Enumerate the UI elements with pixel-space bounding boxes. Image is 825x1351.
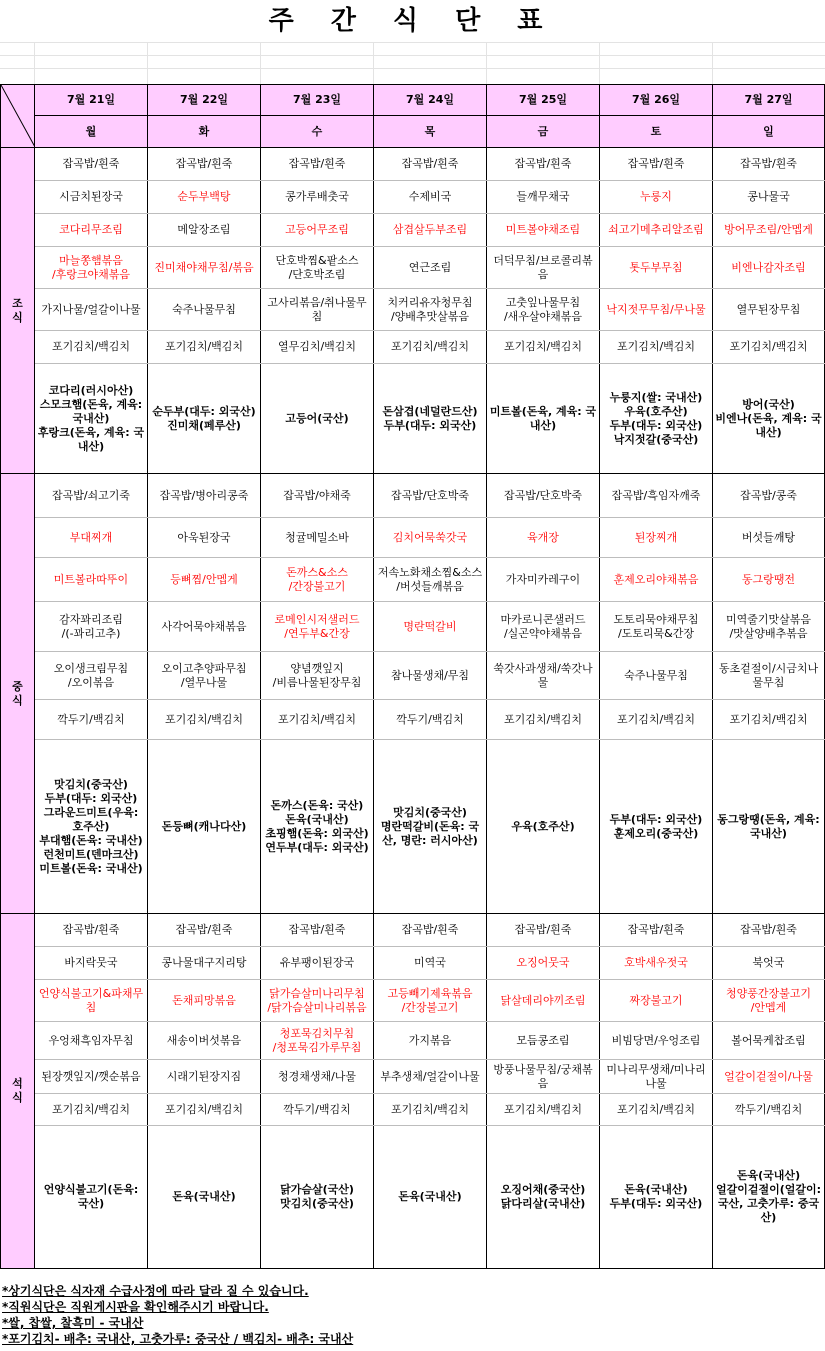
date-cell: 7월 24일 [374,85,487,116]
menu-item-cell: 진미채야채무침/볶음 [148,247,261,289]
menu-item-cell: 포기김치/백김치 [713,331,825,364]
menu-item-cell: 청귤메밀소바 [261,518,374,558]
origin-info-cell: 돈등뼈(캐나다산) [148,740,261,914]
menu-item-cell: 깍두기/백김치 [374,700,487,740]
menu-item-cell: 북엇국 [713,947,825,980]
origin-info-cell: 누룽지(쌀: 국내산) 우육(호주산) 두부(대두: 외국산) 낙지젓갈(중국산) [600,364,713,474]
menu-item-cell: 닭가슴살미나리무침 /닭가슴살미나리볶음 [261,980,374,1022]
menu-row [1,1126,825,1269]
menu-item-cell: 고등어무조림 [261,214,374,247]
weekly-menu-table [0,84,825,1269]
menu-item-cell: 마늘쫑햄볶음 /후랑크야채볶음 [35,247,148,289]
weekday-cell: 토 [600,116,713,148]
origin-info-cell: 오징어채(중국산) 닭다리살(국내산) [487,1126,600,1269]
menu-item-cell: 닭살데리야끼조림 [487,980,600,1022]
menu-row [1,474,825,518]
menu-row [1,181,825,214]
menu-item-cell: 비엔나감자조림 [713,247,825,289]
menu-item-cell: 콩가루배춧국 [261,181,374,214]
menu-item-cell: 수제비국 [374,181,487,214]
menu-item-cell: 콩나물대구지리탕 [148,947,261,980]
origin-info-cell: 두부(대두: 외국산) 훈제오리(중국산) [600,740,713,914]
origin-info-cell: 돈육(국내산) [374,1126,487,1269]
menu-item-cell: 가자미카레구이 [487,558,600,602]
menu-item-cell: 등뼈찜/안멥게 [148,558,261,602]
menu-item-cell: 청포묵김치무침 /청포묵김가루무침 [261,1022,374,1060]
menu-item-cell: 깍두기/백김치 [261,1094,374,1126]
menu-item-cell: 숙주나물무침 [600,652,713,700]
menu-item-cell: 콩나물국 [713,181,825,214]
menu-item-cell: 쇠고기메추리알조림 [600,214,713,247]
menu-item-cell: 고사리볶음/취나물무 침 [261,289,374,331]
menu-item-cell: 고춧잎나물무침 /새우살야채볶음 [487,289,600,331]
menu-item-cell: 잡곡밥/흰죽 [35,148,148,181]
origin-info-cell: 미트볼(돈육, 계육: 국 내산) [487,364,600,474]
origin-info-cell: 맛김치(중국산) 명란떡갈비(돈육: 국 산, 명란: 러시아산) [374,740,487,914]
menu-item-cell: 포기김치/백김치 [487,1094,600,1126]
menu-item-cell: 잡곡밥/흰죽 [713,914,825,947]
date-cell: 7월 22일 [148,85,261,116]
menu-item-cell: 호박새우젓국 [600,947,713,980]
menu-item-cell: 포기김치/백김치 [374,331,487,364]
origin-info-cell: 돈삼겹(네덜란드산) 두부(대두: 외국산) [374,364,487,474]
weekday-cell: 금 [487,116,600,148]
menu-item-cell: 잡곡밥/흰죽 [374,914,487,947]
menu-item-cell: 포기김치/백김치 [148,331,261,364]
menu-item-cell: 잡곡밥/야채죽 [261,474,374,518]
origin-info-cell: 돈육(국내산) [148,1126,261,1269]
menu-item-cell: 열무김치/백김치 [261,331,374,364]
origin-info-cell: 코다리(러시아산) 스모크햄(돈육, 계육: 국내산) 후랑크(돈육, 계육: 국 내산) [35,364,148,474]
menu-item-cell: 잡곡밥/흰죽 [148,914,261,947]
menu-item-cell: 육개장 [487,518,600,558]
menu-row [1,247,825,289]
menu-row [1,558,825,602]
meal-section-label: 중 식 [1,474,35,914]
menu-item-cell: 포기김치/백김치 [600,1094,713,1126]
menu-item-cell: 시래기된장지짐 [148,1060,261,1094]
menu-item-cell: 잡곡밥/흰죽 [600,914,713,947]
footnote: *직원식단은 직원게시판을 확인해주시기 바랍니다. [2,1300,269,1314]
menu-item-cell: 더덕무침/브로콜리볶 음 [487,247,600,289]
menu-item-cell: 잡곡밥/흰죽 [261,914,374,947]
diagonal-line [1,85,35,147]
menu-row [1,148,825,181]
menu-row [1,602,825,652]
menu-item-cell: 미트볼야채조림 [487,214,600,247]
date-cell: 7월 23일 [261,85,374,116]
menu-item-cell: 포기김치/백김치 [487,700,600,740]
menu-item-cell: 동그랑땡전 [713,558,825,602]
page-title: 주 간 식 단 표 [268,6,557,36]
menu-row [1,980,825,1022]
footnotes [2,1283,822,1347]
date-cell: 7월 21일 [35,85,148,116]
menu-item-cell: 미트볼라따뚜이 [35,558,148,602]
menu-item-cell: 청경채생채/나물 [261,1060,374,1094]
menu-item-cell: 낙지젓무무침/무나물 [600,289,713,331]
menu-item-cell: 포기김치/백김치 [600,331,713,364]
menu-item-cell: 로메인시저샐러드 /연두부&간장 [261,602,374,652]
menu-row [1,1060,825,1094]
origin-info-cell: 동그랑땡(돈육, 계육: 국내산) [713,740,825,914]
menu-row [1,947,825,980]
menu-item-cell: 된장찌개 [600,518,713,558]
menu-row [1,214,825,247]
menu-item-cell: 얼갈이겉절이/나물 [713,1060,825,1094]
menu-item-cell: 잡곡밥/단호박죽 [487,474,600,518]
menu-item-cell: 새송이버섯볶음 [148,1022,261,1060]
menu-item-cell: 연근조림 [374,247,487,289]
menu-item-cell: 짜장불고기 [600,980,713,1022]
origin-info-cell: 언양식불고기(돈육: 국산) [35,1126,148,1269]
menu-item-cell: 포기김치/백김치 [374,1094,487,1126]
menu-row [1,364,825,474]
menu-item-cell: 깍두기/백김치 [713,1094,825,1126]
menu-row [1,740,825,914]
meal-section-label: 석 식 [1,914,35,1269]
menu-item-cell: 잡곡밥/쇠고기죽 [35,474,148,518]
menu-item-cell: 포기김치/백김치 [487,331,600,364]
menu-item-cell: 잡곡밥/흰죽 [487,148,600,181]
menu-item-cell: 감자꽈리조림 /(-꽈리고추) [35,602,148,652]
menu-item-cell: 양념깻잎지 /비름나물된장무침 [261,652,374,700]
origin-info-cell: 돈육(국내산) 얼갈이겉절이(얼갈이: 국산, 고춧가루: 중국 산) [713,1126,825,1269]
spreadsheet-gridlines [0,42,825,84]
menu-item-cell: 잡곡밥/흰죽 [374,148,487,181]
menu-item-cell: 포기김치/백김치 [713,700,825,740]
menu-item-cell: 비빔당면/우엉조림 [600,1022,713,1060]
menu-item-cell: 포기김치/백김치 [35,331,148,364]
menu-item-cell: 훈제오리야채볶음 [600,558,713,602]
menu-item-cell: 오이생크림무침 /오이볶음 [35,652,148,700]
date-cell: 7월 26일 [600,85,713,116]
menu-row [1,518,825,558]
menu-item-cell: 모듬콩조림 [487,1022,600,1060]
menu-item-cell: 언양식불고기&파채무 침 [35,980,148,1022]
header-corner [1,85,35,148]
menu-item-cell: 청양풍간장불고기 /안멥게 [713,980,825,1022]
menu-item-cell: 코다리무조림 [35,214,148,247]
menu-item-cell: 잡곡밥/흑임자깨죽 [600,474,713,518]
menu-item-cell: 포기김치/백김치 [600,700,713,740]
menu-row [1,289,825,331]
menu-item-cell: 잡곡밥/흰죽 [713,148,825,181]
menu-item-cell: 포기김치/백김치 [148,1094,261,1126]
menu-item-cell: 오징어뭇국 [487,947,600,980]
menu-row [1,331,825,364]
menu-item-cell: 숙주나물무침 [148,289,261,331]
menu-item-cell: 명란떡갈비 [374,602,487,652]
weekday-cell: 월 [35,116,148,148]
menu-item-cell: 삼겹살두부조림 [374,214,487,247]
menu-item-cell: 잡곡밥/흰죽 [148,148,261,181]
menu-item-cell: 열무된장무침 [713,289,825,331]
origin-info-cell: 고등어(국산) [261,364,374,474]
menu-item-cell: 돈채피망볶음 [148,980,261,1022]
date-cell: 7월 25일 [487,85,600,116]
menu-item-cell: 저속노화채소찜&소스 /버섯들깨볶음 [374,558,487,602]
weekday-cell: 수 [261,116,374,148]
footnote: *상기식단은 식자재 수급사정에 따라 달라 질 수 있습니다. [2,1284,309,1298]
date-header-row [1,85,825,116]
menu-item-cell: 참나물생채/무침 [374,652,487,700]
menu-item-cell: 포기김치/백김치 [148,700,261,740]
menu-item-cell: 부대찌개 [35,518,148,558]
menu-row [1,1022,825,1060]
menu-item-cell: 된장깻잎지/깻순볶음 [35,1060,148,1094]
footnote: *포기김치- 배추: 국내산, 고춧가루: 중국산 / 백김치- 배추: 국내산 [2,1332,354,1346]
menu-item-cell: 오이고추양파무침 /열무나물 [148,652,261,700]
menu-item-cell: 잡곡밥/흰죽 [35,914,148,947]
origin-info-cell: 맛김치(중국산) 두부(대두: 외국산) 그라운드미트(우육: 호주산) 부대햄(돈육: 국내산) 런천미트(덴마크산) 미트볼(돈육: 국내산) [35,740,148,914]
menu-item-cell: 사각어묵야채볶음 [148,602,261,652]
menu-row [1,700,825,740]
menu-item-cell: 미역줄기맛살볶음 /맛살양배추볶음 [713,602,825,652]
menu-item-cell: 잡곡밥/흰죽 [261,148,374,181]
menu-item-cell: 시금치된장국 [35,181,148,214]
origin-info-cell: 방어(국산) 비엔나(돈육, 계육: 국 내산) [713,364,825,474]
menu-item-cell: 도토리묵야채무침 /도토리묵&간장 [600,602,713,652]
menu-item-cell: 동초겉절이/시금치나 물무침 [713,652,825,700]
menu-row [1,652,825,700]
menu-item-cell: 들깨무채국 [487,181,600,214]
date-cell: 7월 27일 [713,85,825,116]
menu-item-cell: 바지락뭇국 [35,947,148,980]
menu-item-cell: 포기김치/백김치 [35,1094,148,1126]
menu-item-cell: 볼어묵케찹조림 [713,1022,825,1060]
weekday-cell: 일 [713,116,825,148]
menu-item-cell: 잡곡밥/흰죽 [600,148,713,181]
menu-item-cell: 쑥갓사과생채/쑥갓나 물 [487,652,600,700]
origin-info-cell: 우육(호주산) [487,740,600,914]
origin-info-cell: 순두부(대두: 외국산) 진미채(페루산) [148,364,261,474]
weekday-cell: 목 [374,116,487,148]
weekday-header-row [1,116,825,148]
menu-item-cell: 돈까스&소스 /간장불고기 [261,558,374,602]
menu-item-cell: 누룽지 [600,181,713,214]
menu-item-cell: 치커리유자청무침 /양배추맛살볶음 [374,289,487,331]
menu-item-cell: 가지볶음 [374,1022,487,1060]
weekday-cell: 화 [148,116,261,148]
origin-info-cell: 돈까스(돈육: 국산) 돈육(국내산) 초핑햄(돈육: 외국산) 연두부(대두: 외국산) [261,740,374,914]
menu-item-cell: 버섯들깨탕 [713,518,825,558]
menu-item-cell: 잡곡밥/단호박죽 [374,474,487,518]
menu-item-cell: 우엉채흑임자무침 [35,1022,148,1060]
menu-item-cell: 아욱된장국 [148,518,261,558]
menu-item-cell: 잡곡밥/콩죽 [713,474,825,518]
menu-item-cell: 부추생채/얼갈이나물 [374,1060,487,1094]
origin-info-cell: 닭가슴살(국산) 맛김치(중국산) [261,1126,374,1269]
menu-item-cell: 메알장조림 [148,214,261,247]
menu-item-cell: 유부팽이된장국 [261,947,374,980]
menu-item-cell: 마카로니콘샐러드 /실곤약야채볶음 [487,602,600,652]
menu-item-cell: 미나리무생채/미나리 나물 [600,1060,713,1094]
menu-item-cell: 잡곡밥/흰죽 [487,914,600,947]
menu-row [1,914,825,947]
menu-item-cell: 고등빼기제육볶음 /간장불고기 [374,980,487,1022]
menu-item-cell: 미역국 [374,947,487,980]
menu-item-cell: 잡곡밥/병아리콩죽 [148,474,261,518]
origin-info-cell: 돈육(국내산) 두부(대두: 외국산) [600,1126,713,1269]
menu-item-cell: 톳두부무침 [600,247,713,289]
footnote: *쌀, 찹쌀, 찰흑미 - 국내산 [2,1316,144,1330]
menu-item-cell: 방풍나물무침/궁채볶 음 [487,1060,600,1094]
menu-item-cell: 가지나물/얼갈이나물 [35,289,148,331]
menu-row [1,1094,825,1126]
meal-section-label: 조 식 [1,148,35,474]
menu-item-cell: 방어무조림/안멥게 [713,214,825,247]
menu-item-cell: 김치어묵쑥갓국 [374,518,487,558]
menu-item-cell: 단호박찜&팥소스 /단호박조림 [261,247,374,289]
menu-item-cell: 깍두기/백김치 [35,700,148,740]
menu-item-cell: 포기김치/백김치 [261,700,374,740]
menu-item-cell: 순두부백탕 [148,181,261,214]
